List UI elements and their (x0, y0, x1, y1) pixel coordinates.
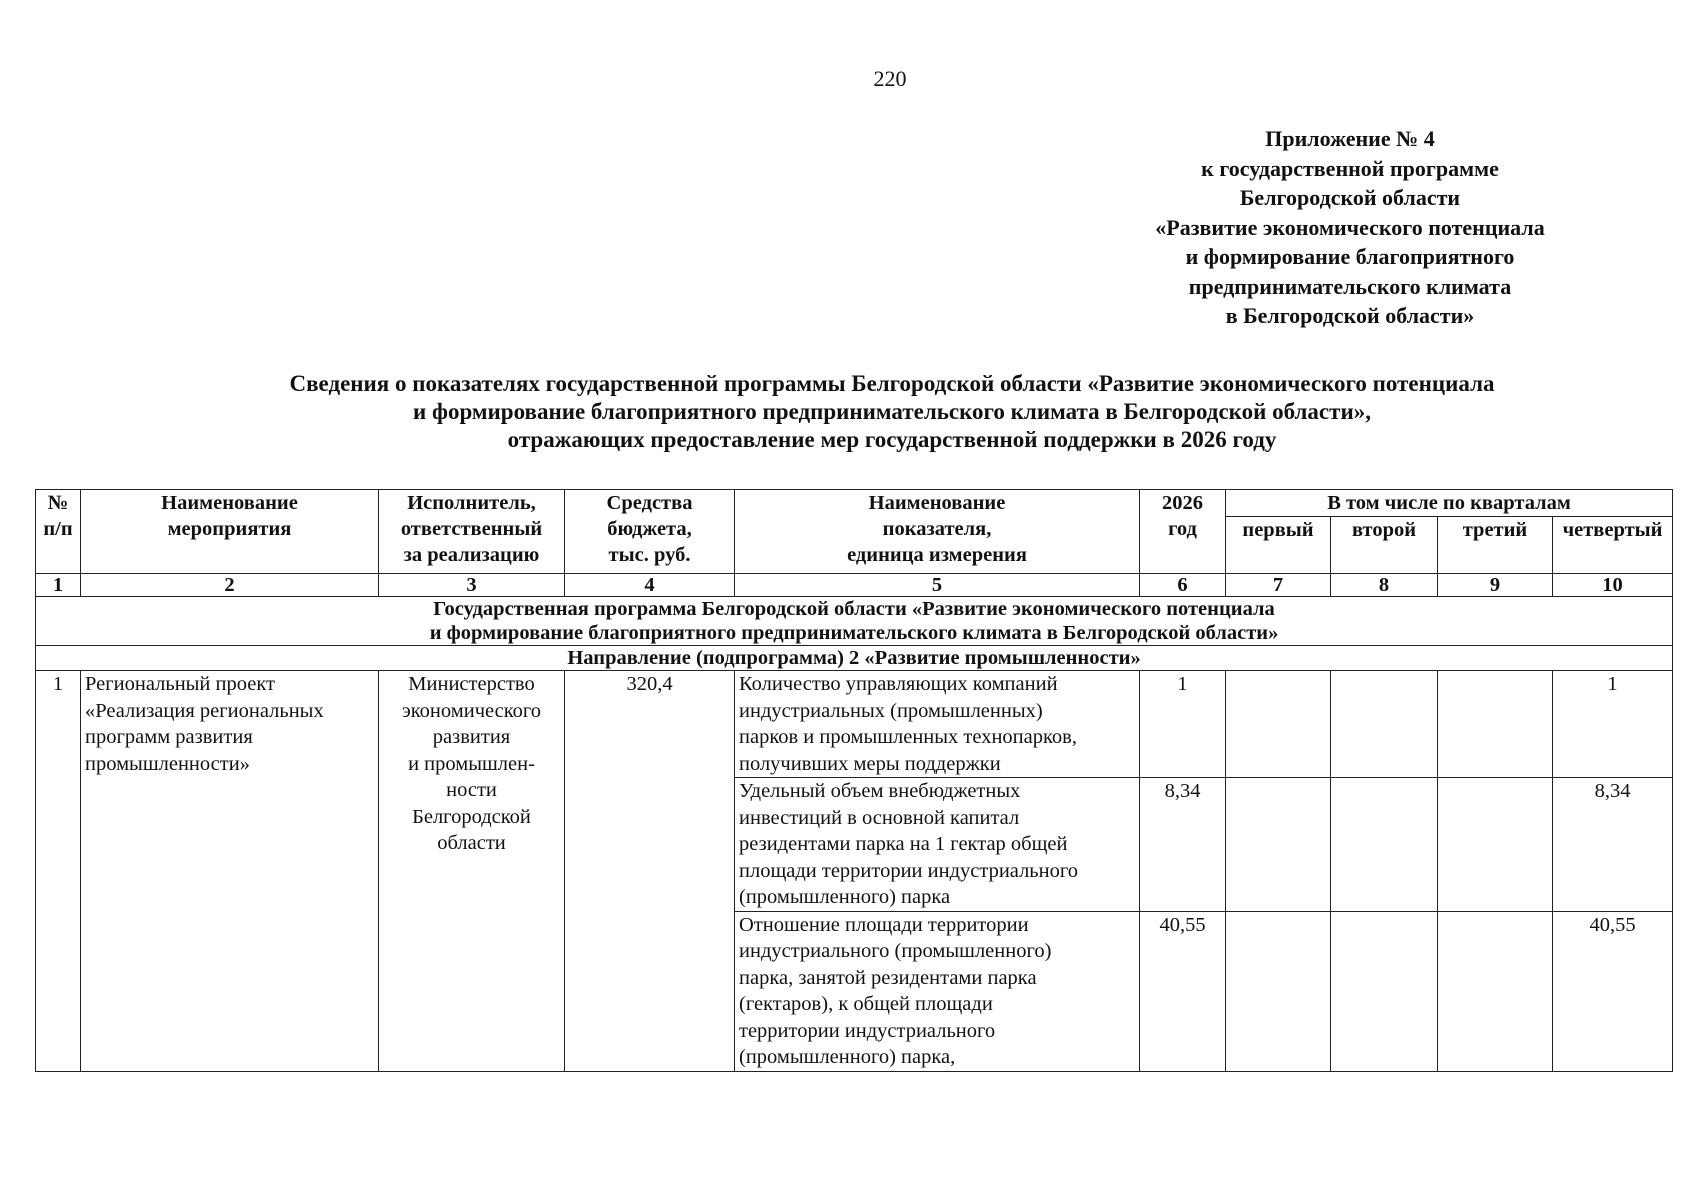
column-number: 6 (1140, 574, 1226, 597)
title-line: и формирование благоприятного предпринимательского климата в Белгородской области», (413, 399, 1371, 424)
indicator-q1-value (1226, 778, 1331, 912)
header-q3: третий (1438, 517, 1553, 574)
row-budget: 320,4 (565, 671, 735, 1072)
indicator-q3-value (1438, 911, 1553, 1071)
title-line: Сведения о показателях государственной программы Белгородской области «Развитие экономического потенциала (289, 371, 1495, 396)
column-number: 10 (1553, 574, 1673, 597)
header-executor: Исполнитель, ответственный за реализацию (379, 490, 565, 574)
row-num: 1 (36, 671, 81, 1072)
header-budget: Средства бюджета, тыс. руб. (565, 490, 735, 574)
header-event: Наименование мероприятия (81, 490, 379, 574)
appendix-line: в Белгородской области» (1225, 303, 1475, 328)
page-number: 220 (873, 66, 907, 91)
header-indicator: Наименование показателя, единица измерения (735, 490, 1140, 574)
table-row (36, 671, 1673, 778)
indicator-q4-value: 40,55 (1553, 911, 1673, 1071)
row-event: Региональный проект «Реализация региональных программ развития промышленности» (81, 671, 379, 1072)
appendix-block (1085, 124, 1615, 331)
indicator-year-value: 40,55 (1140, 911, 1226, 1071)
indicator-q3-value (1438, 671, 1553, 778)
header-num: № п/п (36, 490, 81, 574)
appendix-line: к государственной программе (1201, 155, 1499, 181)
direction-section-row (36, 646, 1673, 671)
header-q4: четвертый (1553, 517, 1673, 574)
indicator-q2-value (1331, 778, 1438, 912)
column-number: 7 (1226, 574, 1331, 597)
appendix-line: «Развитие экономического потенциала (1155, 214, 1545, 240)
program-section-title: Государственная программа Белгородской области «Развитие экономического потенциала и формирование благоприятного предпринимательского климата в Белгородской области» (36, 597, 1673, 646)
column-number: 5 (735, 574, 1140, 597)
indicator-q4-value: 8,34 (1553, 778, 1673, 912)
indicator-name: Количество управляющих компаний индустриальных (промышленных) парков и промышленных технопарков, получивших меры поддержки (735, 671, 1140, 778)
direction-section-title: Направление (подпрограмма) 2 «Развитие промышленности» (36, 646, 1673, 671)
indicator-year-value: 8,34 (1140, 778, 1226, 912)
indicator-q1-value (1226, 911, 1331, 1071)
title-line: отражающих предоставление мер государственной поддержки в 2026 году (507, 427, 1277, 452)
column-number: 1 (36, 574, 81, 597)
appendix-line: и формирование благоприятного (1185, 244, 1515, 269)
column-number: 3 (379, 574, 565, 597)
indicator-q3-value (1438, 778, 1553, 912)
header-q2: второй (1331, 517, 1438, 574)
header-year: 2026 год (1140, 490, 1226, 574)
row-executor: Министерство экономического развития и промышлен- ности Белгородской области (379, 671, 565, 1072)
column-number: 2 (81, 574, 379, 597)
header-q1: первый (1226, 517, 1331, 574)
appendix-line: Белгородской области (1239, 185, 1461, 210)
document-title (120, 370, 1664, 454)
column-numbers-row (36, 574, 1673, 597)
indicators-table (35, 489, 1673, 1072)
indicator-name: Отношение площади территории индустриального (промышленного) парка, занятой резидентами парка (гектаров), к общей площади территории индустриального (промышленного) парка, (735, 911, 1140, 1071)
header-quarters-group: В том числе по кварталам (1226, 490, 1673, 517)
appendix-line: Приложение № 4 (1265, 126, 1435, 151)
column-number: 8 (1331, 574, 1438, 597)
column-number: 4 (565, 574, 735, 597)
indicator-q4-value: 1 (1553, 671, 1673, 778)
indicator-year-value: 1 (1140, 671, 1226, 778)
program-section-row (36, 597, 1673, 646)
indicator-q2-value (1331, 911, 1438, 1071)
appendix-line: предпринимательского климата (1188, 273, 1512, 299)
indicator-q1-value (1226, 671, 1331, 778)
column-number: 9 (1438, 574, 1553, 597)
indicator-q2-value (1331, 671, 1438, 778)
indicator-name: Удельный объем внебюджетных инвестиций в основной капитал резидентами парка на 1 гектар общей площади территории индустриального (промышленного) парка (735, 778, 1140, 912)
table-header-row (36, 490, 1673, 517)
